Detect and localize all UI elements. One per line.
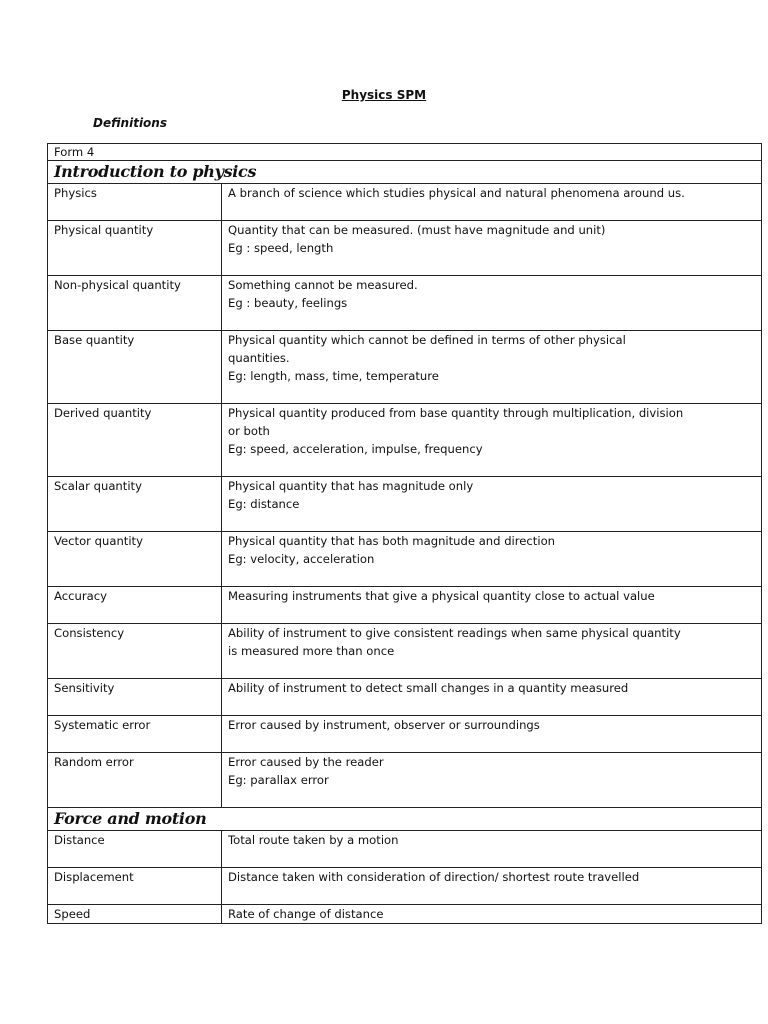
definition-term: Random error [48,753,222,808]
definition-row [48,716,762,753]
definition-text [222,404,762,477]
definition-term: Consistency [48,624,222,679]
definition-line: Ability of instrument to detect small changes in a quantity measured [228,681,629,695]
definition-line: Error caused by instrument, observer or surroundings [228,718,540,732]
definition-text [222,624,762,679]
form-label: Form 4 [48,144,762,161]
definition-line: Physical quantity produced from base quantity through multiplication, division [228,406,684,420]
definition-term: Systematic error [48,716,222,753]
definition-text [222,276,762,331]
definition-line: or both [228,424,270,438]
section-heading: Introduction to physics [48,161,762,184]
definition-term: Accuracy [48,587,222,624]
definition-term: Distance [48,831,222,868]
definition-line: Eg : beauty, feelings [228,296,348,310]
definition-text [222,753,762,808]
definition-line: Eg: distance [228,497,300,511]
definition-line: Measuring instruments that give a physical quantity close to actual value [228,589,655,603]
definition-text [222,831,762,868]
definition-line: Quantity that can be measured. (must have magnitude and unit) [228,223,606,237]
definition-text [222,868,762,905]
definition-row [48,624,762,679]
definition-line: Total route taken by a motion [228,833,399,847]
definition-term: Physical quantity [48,221,222,276]
definition-term: Non-physical quantity [48,276,222,331]
definition-line: Eg: length, mass, time, temperature [228,369,439,383]
definition-text [222,221,762,276]
section-heading-row [48,161,762,184]
definition-text [222,587,762,624]
definition-row [48,477,762,532]
section-heading: Force and motion [48,808,762,831]
page-subtitle: Definitions [93,116,167,130]
definition-line: Physical quantity that has both magnitude and direction [228,534,556,548]
definition-term: Scalar quantity [48,477,222,532]
definition-line: Distance taken with consideration of direction/ shortest route travelled [228,870,640,884]
definition-text [222,477,762,532]
form-row [48,144,762,161]
definition-text [222,679,762,716]
section-heading-row [48,808,762,831]
definition-row [48,753,762,808]
definition-row [48,331,762,404]
definition-text [222,905,762,924]
definitions-body [48,161,762,924]
definition-line: Rate of change of distance [228,907,384,921]
page-title: Physics SPM [341,88,427,102]
definition-term: Sensitivity [48,679,222,716]
definition-line: Physical quantity that has magnitude only [228,479,474,493]
definition-line: Physical quantity which cannot be defined in terms of other physical [228,333,626,347]
definition-row [48,532,762,587]
definition-row [48,221,762,276]
definition-text [222,184,762,221]
definition-term: Displacement [48,868,222,905]
definition-text [222,532,762,587]
definition-line: Something cannot be measured. [228,278,418,292]
definition-term: Physics [48,184,222,221]
definition-line: A branch of science which studies physical and natural phenomena around us. [228,186,685,200]
definition-text [222,331,762,404]
definition-row [48,184,762,221]
definition-line: Eg : speed, length [228,241,334,255]
definition-row [48,905,762,924]
definition-row [48,831,762,868]
definition-row [48,404,762,477]
definition-term: Speed [48,905,222,924]
definition-line: Eg: parallax error [228,773,329,787]
definition-row [48,679,762,716]
definition-line: Error caused by the reader [228,755,384,769]
definition-text [222,716,762,753]
definition-row [48,587,762,624]
definition-line: Ability of instrument to give consistent readings when same physical quantity [228,626,681,640]
definition-line: Eg: speed, acceleration, impulse, frequency [228,442,483,456]
definition-term: Vector quantity [48,532,222,587]
definition-row [48,276,762,331]
definition-term: Base quantity [48,331,222,404]
definition-line: is measured more than once [228,644,395,658]
definition-line: Eg: velocity, acceleration [228,552,375,566]
definitions-table [47,143,762,924]
definition-term: Derived quantity [48,404,222,477]
definition-row [48,868,762,905]
definition-line: quantities. [228,351,290,365]
